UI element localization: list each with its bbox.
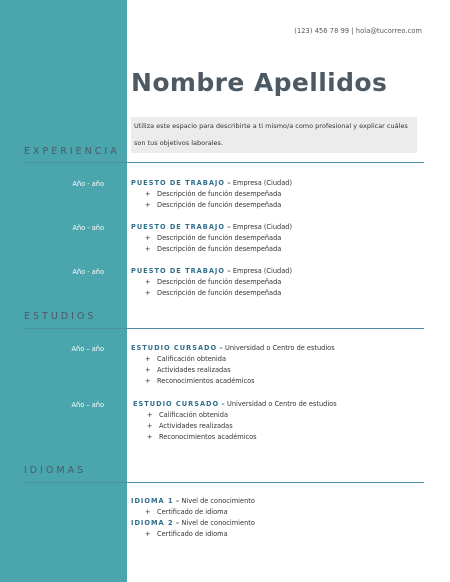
bullet-mark: + bbox=[145, 190, 151, 198]
studies-entry bbox=[131, 343, 335, 387]
bullet-mark: + bbox=[145, 377, 151, 385]
entry-heading bbox=[131, 222, 292, 233]
bullet-mark: + bbox=[147, 422, 153, 430]
entry-separator: – bbox=[173, 497, 182, 505]
list-item bbox=[131, 277, 292, 288]
list-item-text: Reconocimientos académicos bbox=[157, 377, 255, 385]
bullet-mark: + bbox=[145, 201, 151, 209]
section-divider bbox=[24, 162, 424, 163]
page-title: Nombre Apellidos bbox=[131, 68, 388, 97]
entry-date: Año – año bbox=[71, 345, 104, 353]
entry-organization: Empresa (Ciudad) bbox=[232, 223, 293, 231]
list-item bbox=[131, 189, 292, 200]
list-item bbox=[131, 529, 255, 540]
entry-organization: Empresa (Ciudad) bbox=[232, 179, 293, 187]
list-item-text: Descripción de función desempeñada bbox=[157, 245, 282, 253]
list-item bbox=[131, 288, 292, 299]
section-divider bbox=[24, 482, 424, 483]
entry-title: PUESTO DE TRABAJO bbox=[131, 179, 225, 187]
bullet-mark: + bbox=[147, 411, 153, 419]
list-item-text: Reconocimientos académicos bbox=[159, 433, 257, 441]
list-item bbox=[133, 421, 337, 432]
profile-summary: Utiliza este espacio para describirte a ti mismo/a como profesional y explicar cuáles son tus objetivos laborales. bbox=[131, 117, 417, 153]
entry-separator: – bbox=[224, 267, 233, 275]
section-title-languages: IDIOMAS bbox=[24, 465, 87, 476]
bullet-mark: + bbox=[145, 355, 151, 363]
section-divider bbox=[24, 328, 424, 329]
list-item bbox=[131, 244, 292, 255]
list-item-text: Calificación obtenida bbox=[157, 355, 226, 363]
entry-organization: Universidad o Centro de estudios bbox=[225, 344, 335, 352]
list-item-text: Certificado de idioma bbox=[157, 508, 228, 516]
bullet-mark: + bbox=[145, 278, 151, 286]
list-item bbox=[131, 354, 335, 365]
entry-date: Año - año bbox=[72, 224, 104, 232]
entry-title: IDIOMA 2 bbox=[131, 519, 174, 527]
bullet-mark: + bbox=[145, 245, 151, 253]
sidebar-panel bbox=[0, 0, 127, 582]
list-item-text: Certificado de idioma bbox=[157, 530, 228, 538]
entry-heading bbox=[131, 266, 292, 277]
list-item bbox=[131, 376, 335, 387]
section-title-studies: ESTUDIOS bbox=[24, 311, 97, 322]
entry-heading bbox=[133, 399, 337, 410]
list-item-text: Descripción de función desempeñada bbox=[157, 190, 282, 198]
entry-title: ESTUDIO CURSADO bbox=[133, 400, 220, 408]
entry-separator: – bbox=[224, 179, 233, 187]
entry-separator: – bbox=[219, 400, 228, 408]
list-item-text: Actividades realizadas bbox=[159, 422, 233, 430]
list-item bbox=[131, 233, 292, 244]
experience-entry bbox=[131, 222, 292, 255]
bullet-mark: + bbox=[145, 234, 151, 242]
list-item bbox=[133, 410, 337, 421]
entry-title: IDIOMA 1 bbox=[131, 497, 174, 505]
list-item-text: Descripción de función desempeñada bbox=[157, 289, 282, 297]
bullet-mark: + bbox=[147, 433, 153, 441]
entry-title: PUESTO DE TRABAJO bbox=[131, 267, 225, 275]
list-item bbox=[133, 432, 337, 443]
entry-title: ESTUDIO CURSADO bbox=[131, 344, 218, 352]
list-item-text: Descripción de función desempeñada bbox=[157, 201, 282, 209]
list-item bbox=[131, 200, 292, 211]
studies-entry bbox=[133, 399, 337, 443]
experience-entry bbox=[131, 178, 292, 211]
list-item-text: Calificación obtenida bbox=[159, 411, 228, 419]
bullet-mark: + bbox=[145, 508, 151, 516]
entry-separator: – bbox=[173, 519, 182, 527]
bullet-mark: + bbox=[145, 289, 151, 297]
entry-date: Año - año bbox=[72, 180, 104, 188]
section-title-experience: EXPERIENCIA bbox=[24, 146, 120, 157]
list-item bbox=[131, 507, 255, 518]
entry-heading bbox=[131, 496, 255, 507]
experience-entry bbox=[131, 266, 292, 299]
list-item-text: Descripción de función desempeñada bbox=[157, 278, 282, 286]
bullet-mark: + bbox=[145, 366, 151, 374]
bullet-mark: + bbox=[145, 530, 151, 538]
entry-organization: Nivel de conocimiento bbox=[181, 497, 255, 505]
entry-organization: Nivel de conocimiento bbox=[181, 519, 255, 527]
entry-date: Año - año bbox=[72, 268, 104, 276]
entry-organization: Universidad o Centro de estudios bbox=[227, 400, 337, 408]
list-item-text: Descripción de función desempeñada bbox=[157, 234, 282, 242]
languages-entry bbox=[131, 496, 255, 540]
entry-separator: – bbox=[217, 344, 226, 352]
entry-date: Año – año bbox=[71, 401, 104, 409]
entry-separator: – bbox=[224, 223, 233, 231]
entry-heading bbox=[131, 178, 292, 189]
entry-title: PUESTO DE TRABAJO bbox=[131, 223, 225, 231]
list-item bbox=[131, 365, 335, 376]
entry-organization: Empresa (Ciudad) bbox=[232, 267, 293, 275]
entry-heading bbox=[131, 343, 335, 354]
entry-heading bbox=[131, 518, 255, 529]
list-item-text: Actividades realizadas bbox=[157, 366, 231, 374]
contact-info: (123) 456 78 99 | hola@tucorreo.com bbox=[294, 27, 422, 35]
